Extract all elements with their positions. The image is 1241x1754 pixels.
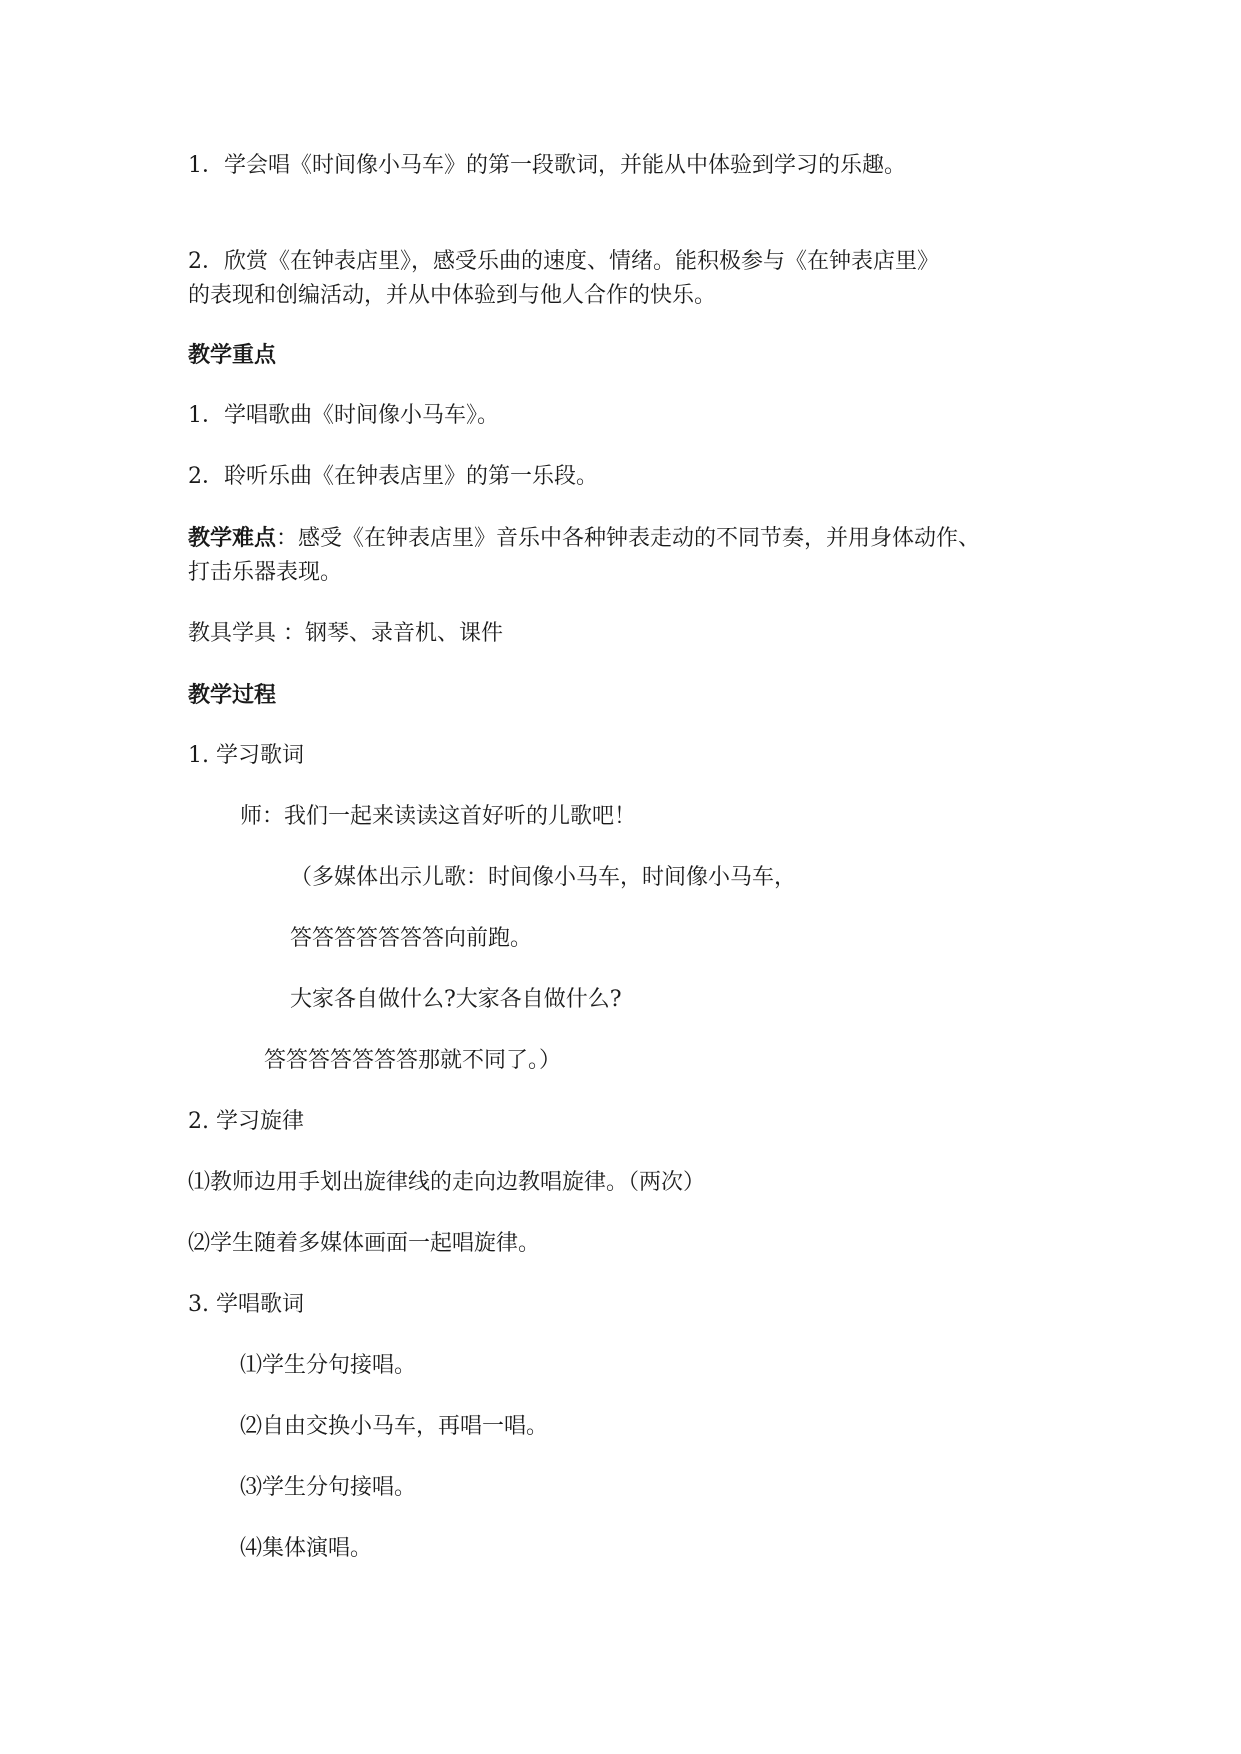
- step-3-sub-3: ⑶学生分句接唱。: [240, 1475, 417, 1500]
- key-point-item-1: 1．学唱歌曲《时间像小马车》。: [188, 403, 499, 428]
- objective-item-2-line-1: 2．欣赏《在钟表店里》，感受乐曲的速度、情绪。能积极参与《在钟表店里》: [188, 249, 939, 274]
- difficulty-line-2: 打击乐器表现。: [188, 560, 343, 585]
- step-1-title: 1. 学习歌词: [188, 743, 304, 768]
- song-line-3: 大家各自做什么?大家各自做什么?: [290, 987, 622, 1012]
- song-line-1: （多媒体出示儿歌：时间像小马车，时间像小马车，: [290, 865, 797, 890]
- key-points-heading: 教学重点: [188, 342, 277, 368]
- step-3-sub-4: ⑷集体演唱。: [240, 1536, 373, 1561]
- step-3-title: 3. 学唱歌词: [188, 1292, 304, 1317]
- step-2-title: 2. 学习旋律: [188, 1109, 304, 1134]
- teaching-tools: 教具学具 ：钢琴、录音机、课件: [188, 621, 503, 646]
- key-point-item-2: 2．聆听乐曲《在钟表店里》的第一乐段。: [188, 464, 598, 489]
- step-2-sub-2: ⑵学生随着多媒体画面一起唱旋律。: [188, 1231, 541, 1256]
- teacher-line: 师：我们一起来读读这首好听的儿歌吧！: [240, 804, 637, 829]
- song-line-2: 答答答答答答答向前跑。: [290, 926, 533, 951]
- process-heading: 教学过程: [188, 682, 277, 708]
- song-line-4: 答答答答答答答那就不同了。）: [264, 1048, 562, 1073]
- difficulty-text: ：感受《在钟表店里》音乐中各种钟表走动的不同节奏，并用身体动作、: [276, 526, 981, 551]
- difficulty-line-1: [188, 521, 980, 556]
- objective-item-1: 1．学会唱《时间像小马车》的第一段歌词，并能从中体验到学习的乐趣。: [188, 153, 906, 178]
- difficulty-label: 教学难点: [188, 525, 277, 551]
- step-3-sub-2: ⑵自由交换小马车，再唱一唱。: [240, 1414, 549, 1439]
- step-2-sub-1: ⑴教师边用手划出旋律线的走向边教唱旋律。（两次）: [188, 1170, 706, 1195]
- objective-item-2-line-2: 的表现和创编活动，并从中体验到与他人合作的快乐。: [188, 283, 717, 308]
- step-3-sub-1: ⑴学生分句接唱。: [240, 1353, 417, 1378]
